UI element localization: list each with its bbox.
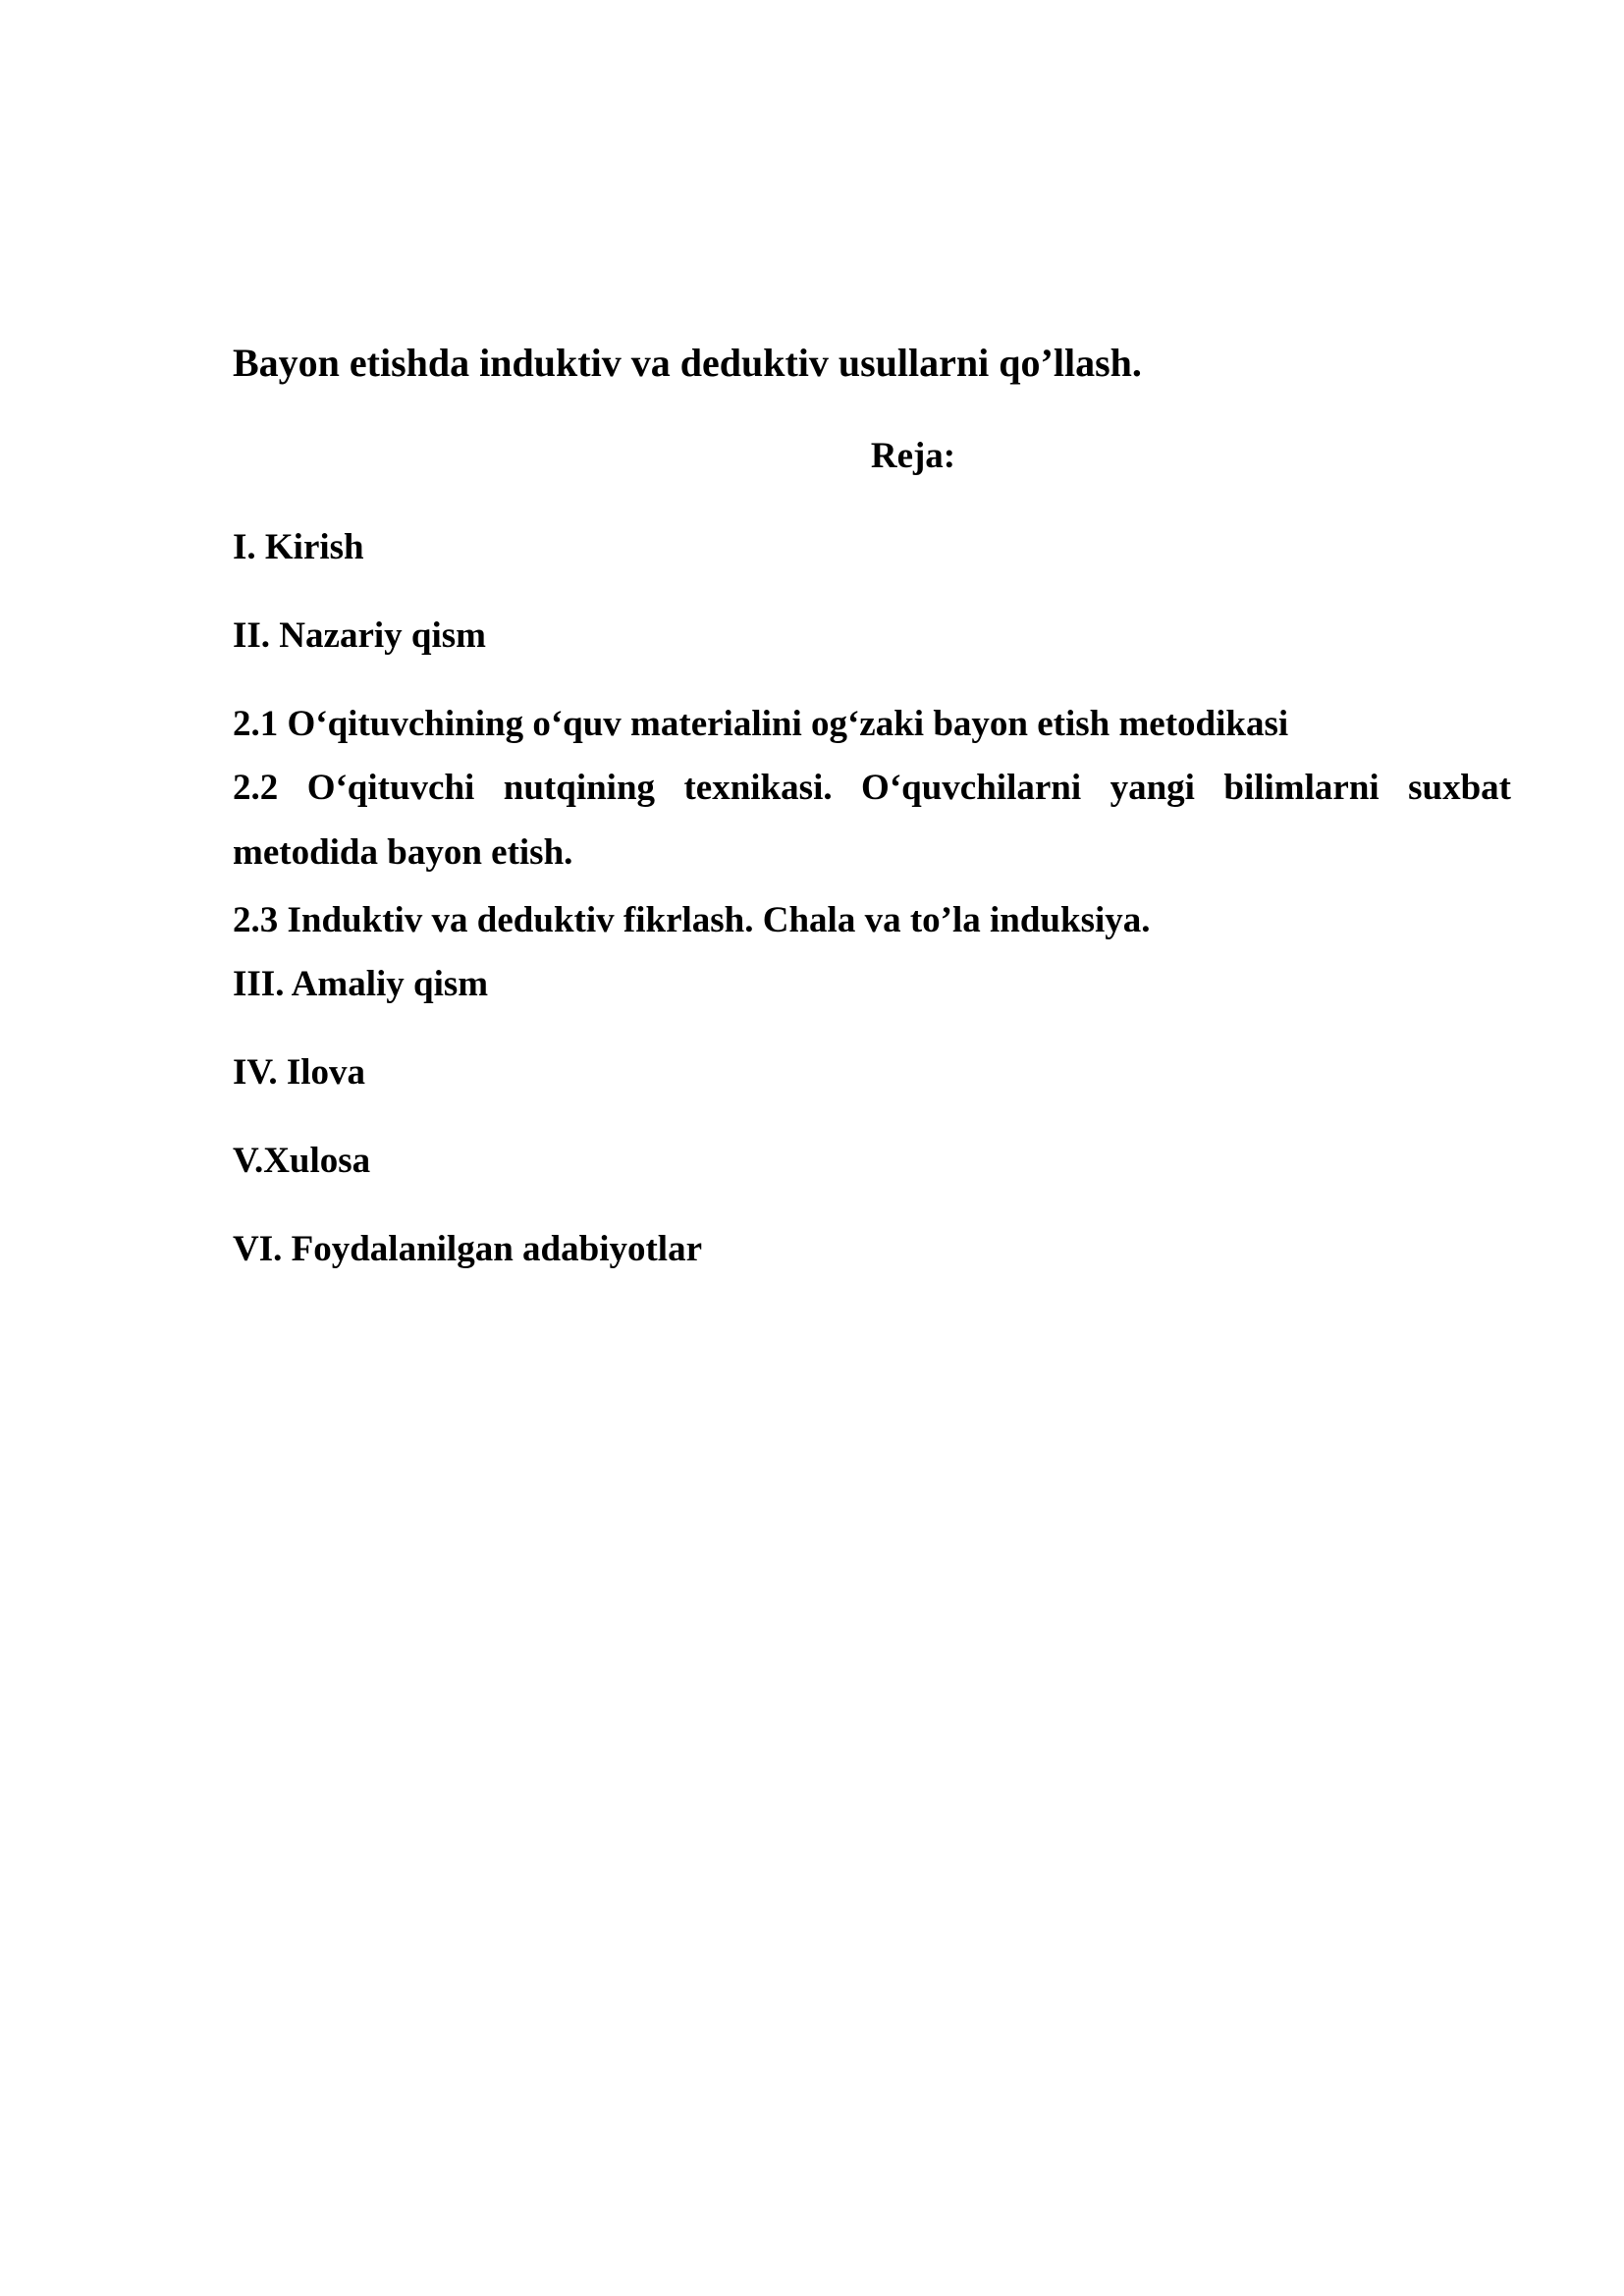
toc-item-2-1: 2.1 O‘qituvchining o‘quv materialini og‘zaki bayon etish metodikasi [233,704,1289,744]
toc-item-nazariy-qism: II. Nazariy qism [233,615,486,656]
toc-item-2-3: 2.3 Induktiv va deduktiv fikrlash. Chala va to’la induksiya. [233,900,1151,940]
toc-item-ilova: IV. Ilova [233,1052,366,1093]
toc-item-adabiyotlar: VI. Foydalanilgan adabiyotlar [233,1229,703,1269]
toc-item-2-2: 2.2 O‘qituvchi nutqining texnikasi. O‘quvchilarni yangi bilimlarni suxbat metodida bayon etish. [233,768,1511,873]
toc-item-kirish: I. Kirish [233,527,364,567]
document-title: Bayon etishda induktiv va deduktiv usullarni qo’llash. [233,341,1142,385]
document-content [233,334,1511,1269]
toc-item-xulosa: V.Xulosa [233,1141,371,1181]
toc-item-amaliy-qism: III. Amaliy qism [233,964,489,1004]
plan-heading: Reja: [870,436,956,476]
